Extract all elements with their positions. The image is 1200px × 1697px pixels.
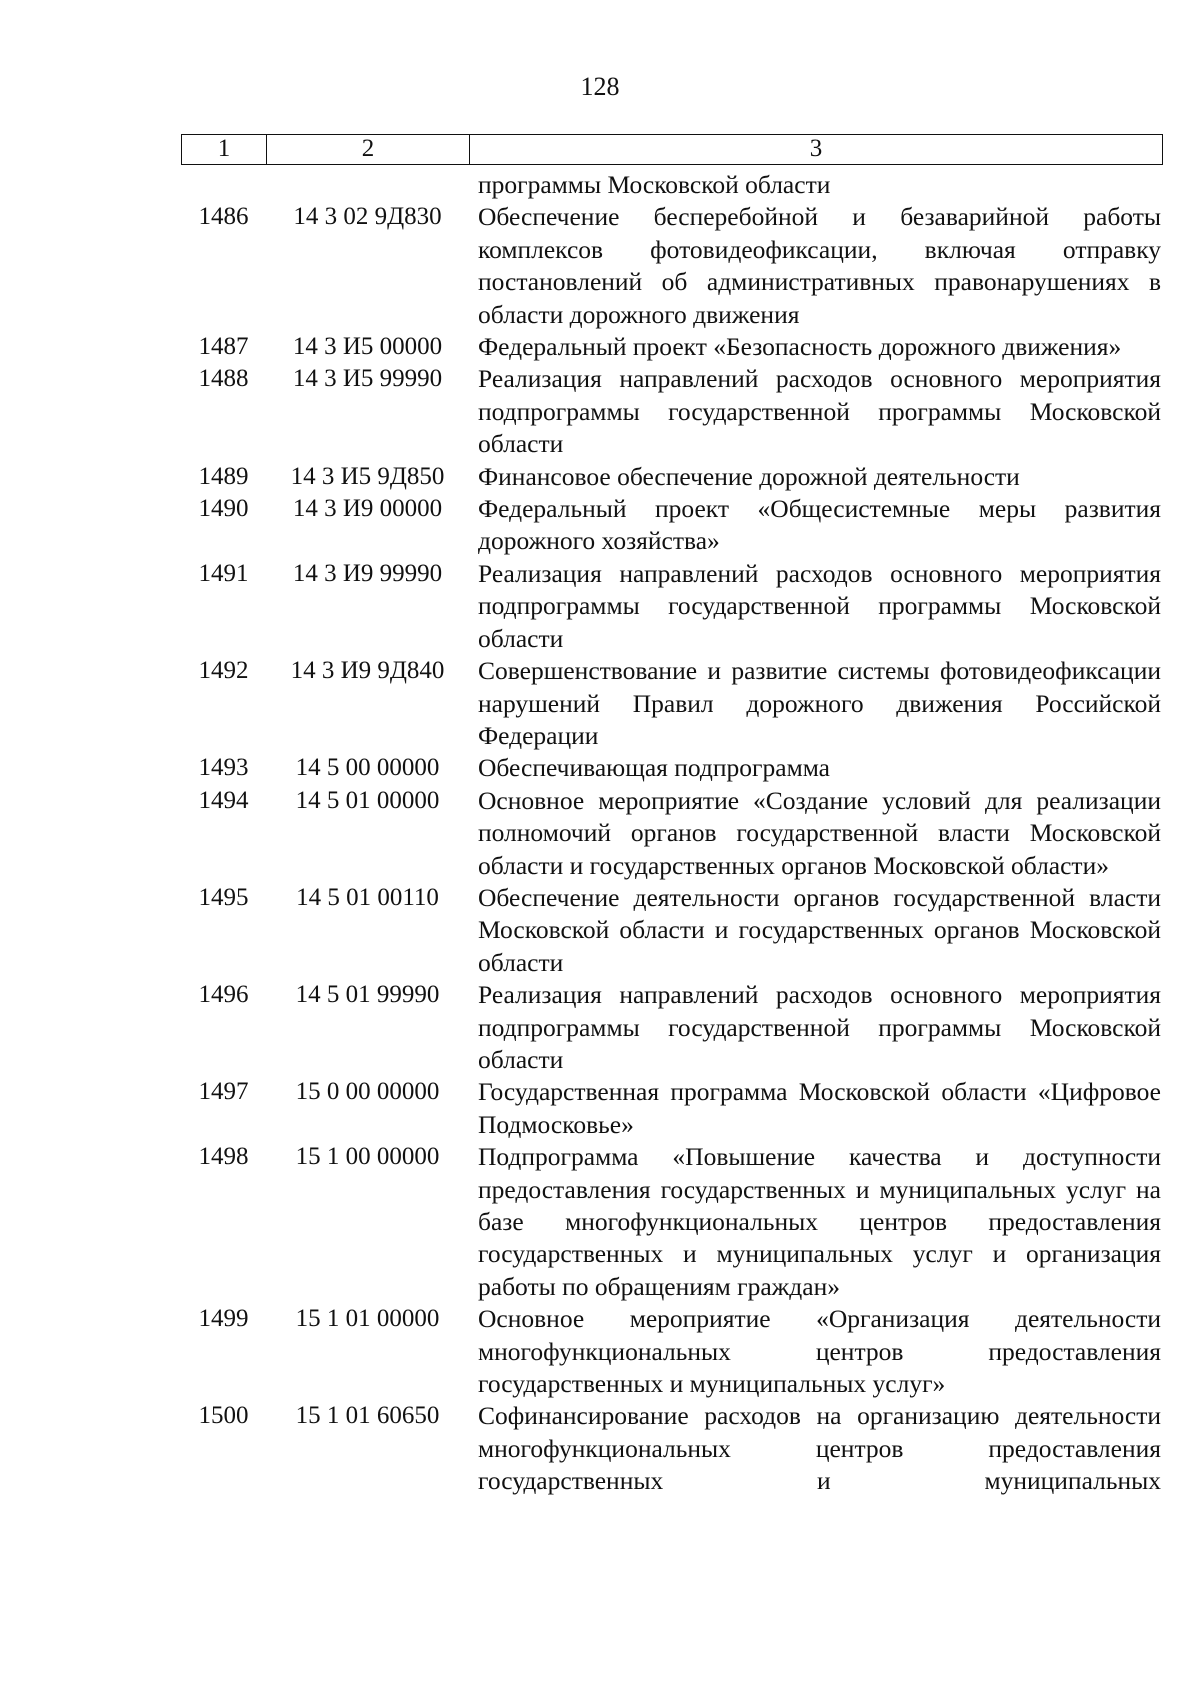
row-code: 14 3 02 9Д830 [293, 203, 442, 231]
row-text: Обеспечение деятельности органов государственной власти Московской области и государственных органов Московской области [478, 882, 1161, 977]
row-text: Обеспечивающая подпрограмма [478, 753, 830, 783]
row-number: 1494 [198, 786, 249, 814]
row-text: Реализация направлений расходов основного мероприятия подпрограммы государственной программы Московской области [478, 980, 1161, 1074]
column-header-3: 3 [809, 135, 823, 162]
table-row [181, 363, 1163, 460]
table-row [181, 785, 1163, 882]
row-code: 15 1 00 00000 [295, 1143, 440, 1171]
table-row [181, 1076, 1163, 1141]
row-text: Основное мероприятие «Организация деятельности многофункциональных центров предоставления государственных и муниципальных услуг» [478, 1304, 1161, 1399]
row-code: 14 5 00 00000 [295, 754, 440, 782]
table-row [181, 461, 1163, 493]
table-row [181, 979, 1163, 1076]
row-code: 14 3 И5 9Д850 [290, 462, 445, 490]
row-text: Софинансирование расходов на организацию деятельности многофункциональных центров предоставления государственных и муниципальных [478, 1401, 1161, 1496]
table-row [181, 558, 1163, 655]
row-text: Реализация направлений расходов основного мероприятия подпрограммы государственной программы Московской области [478, 558, 1161, 653]
row-text: Федеральный проект «Общесистемные меры развития дорожного хозяйства» [478, 494, 1161, 556]
row-number: 1493 [198, 754, 249, 782]
row-number: 1488 [198, 365, 249, 393]
column-header-2: 2 [267, 135, 470, 164]
row-code: 14 3 И9 9Д840 [290, 657, 445, 685]
row-text: Финансовое обеспечение дорожной деятельности [478, 461, 1020, 491]
row-number: 1496 [198, 981, 249, 1009]
row-number: 1487 [198, 333, 249, 361]
row-code: 15 1 01 60650 [295, 1402, 440, 1430]
row-text: Реализация направлений расходов основного мероприятия подпрограммы государственной программы Московской области [478, 364, 1161, 459]
row-code: 14 5 01 99990 [295, 981, 440, 1009]
row-code: 15 0 00 00000 [295, 1078, 440, 1106]
table-row [181, 493, 1163, 558]
row-number: 1500 [198, 1402, 249, 1430]
table-row [181, 655, 1163, 752]
row-code: 15 1 01 00000 [295, 1305, 440, 1333]
row-number: 1490 [198, 495, 249, 523]
row-number: 1486 [198, 203, 249, 231]
table-row [181, 201, 1163, 331]
row-text: Федеральный проект «Безопасность дорожного движения» [478, 332, 1122, 362]
row-number: 1495 [198, 883, 249, 911]
column-header-1: 1 [182, 135, 267, 164]
table-body [181, 169, 1163, 1498]
row-number: 1497 [198, 1078, 249, 1106]
row-code: 14 3 И5 00000 [292, 333, 443, 361]
row-code: 14 3 И5 99990 [292, 365, 443, 393]
table-row [181, 1141, 1163, 1303]
row-text: Основное мероприятие «Создание условий для реализации полномочий органов государственной власти Московской области и государственных органов Московской области» [478, 785, 1161, 880]
row-text: программы Московской области [478, 170, 831, 199]
row-text: Совершенствование и развитие системы фотовидеофиксации нарушений Правил дорожного движения Российской Федерации [478, 656, 1161, 750]
row-number: 1499 [198, 1305, 249, 1333]
row-code: 14 3 И9 00000 [292, 495, 443, 523]
row-number: 1498 [198, 1143, 249, 1171]
table-row [181, 1400, 1163, 1497]
table-row [181, 331, 1163, 363]
table-header [181, 134, 1163, 165]
row-code: 14 5 01 00110 [296, 883, 439, 911]
row-number: 1489 [198, 462, 249, 490]
row-code: 14 5 01 00000 [295, 786, 440, 814]
row-text: Подпрограмма «Повышение качества и доступности предоставления государственных и муниципальных услуг на базе многофункциональных центров предоставления государственных и муниципальных услуг и организация работы по обращениям граждан» [478, 1142, 1161, 1301]
page-number: 128 [580, 72, 620, 101]
table-row [181, 1303, 1163, 1400]
table-row [181, 752, 1163, 784]
row-code: 14 3 И9 99990 [292, 559, 443, 587]
continuation-row [181, 169, 1163, 201]
row-text: Государственная программа Московской области «Цифровое Подмосковье» [478, 1077, 1161, 1139]
row-number: 1491 [198, 559, 249, 587]
table-row [181, 882, 1163, 979]
row-text: Обеспечение бесперебойной и безаварийной работы комплексов фотовидеофиксации, включая отправку постановлений об административных правонарушениях в области дорожного движения [478, 202, 1161, 329]
row-number: 1492 [198, 657, 249, 685]
